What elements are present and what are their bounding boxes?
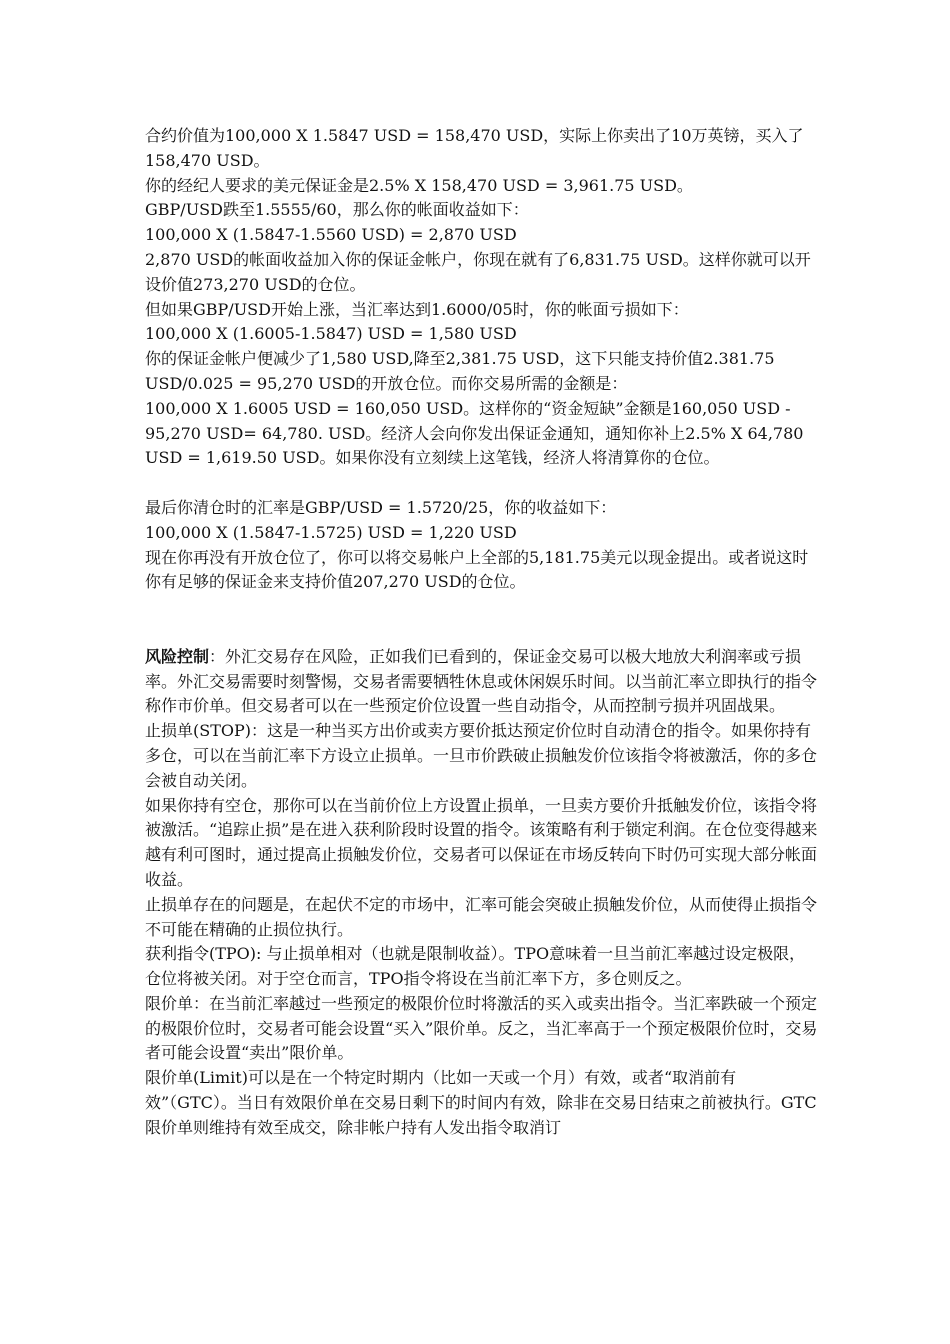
- paragraph-short-position-stop: 如果你持有空仓，那你可以在当前价位上方设置止损单，一旦卖方要价升抵触发价位，该指令将被激活。“追踪止损”是在进入获利阶段时设置的指令。该策略有利于锁定利润。在仓位变得越来越有利可图时，通过提高止损触发价位，交易者可以保证在市场反转向下时仍可实现大部分帐面收益。: [145, 795, 818, 889]
- margin-example-section: [145, 124, 820, 471]
- blank-lines: [145, 595, 820, 645]
- paragraph-margin-requirement: 你的经纪人要求的美元保证金是2.5% X 158,470 USD = 3,961.75 USD。: [145, 175, 693, 195]
- paragraph-limit-validity: 限价单(Limit)可以是在一个特定时期内（比如一天或一个月）有效，或者“取消前有效”（GTC）。当日有效限价单在交易日剩下的时间内有效，除非在交易日结束之前被执行。GTC限价单则维持有效至成交，除非帐户持有人发出指令取消订: [145, 1068, 817, 1137]
- risk-control-section: [145, 645, 820, 1141]
- paragraph-close-rate: 最后你清仓时的汇率是GBP/USD = 1.5720/25，你的收益如下：: [145, 497, 617, 517]
- risk-control-heading: 风险控制: [145, 646, 210, 666]
- paragraph-gain-added: 2,870 USD的帐面收益加入你的保证金帐户，你现在就有了6,831.75 USD。这样你就可以开设价值273,270 USD的仓位。: [145, 249, 811, 294]
- paragraph-withdraw: 现在你再没有开放仓位了，你可以将交易帐户上全部的5,181.75美元以现金提出。或者说这时你有足够的保证金来支持价值207,270 USD的仓位。: [145, 547, 809, 592]
- paragraph-margin-call: 100,000 X 1.6005 USD = 160,050 USD。这样你的“资金短缺”金额是160,050 USD - 95,270 USD= 64,780. USD。经济人会向你发出保证金通知，通知你补上2.5% X 64,780 USD = 1,619.50 USD。如果你没有立刻续上这笔钱，经济人将清算你的仓位。: [145, 398, 809, 468]
- paragraph-stop-order: 止损单(STOP)：这是一种当买方出价或卖方要价抵达预定价位时自动清仓的指令。如果你持有多仓，可以在当前汇率下方设立止损单。一旦市价跌破止损触发价位该指令将被激活，你的多仓会被自动关闭。: [145, 721, 818, 790]
- blank-line: [145, 471, 820, 496]
- formula-final-gain: 100,000 X (1.5847-1.5725) USD = 1,220 USD: [145, 522, 517, 542]
- paragraph-take-profit: 获利指令(TPO): 与止损单相对（也就是限制收益）。TPO意味着一旦当前汇率越过设定极限，仓位将被关闭。对于空仓而言，TPO指令将设在当前汇率下方，多仓则反之。: [145, 944, 806, 989]
- paragraph-limit-order: 限价单：在当前汇率越过一些预定的极限价位时将激活的买入或卖出指令。当汇率跌破一个预定的极限价位时，交易者可能会设置“买入”限价单。反之，当汇率高于一个预定极限价位时，交易者可能会设置“卖出”限价单。: [145, 993, 818, 1063]
- paragraph-price-rise: 但如果GBP/USD开始上涨，当汇率达到1.6000/05时，你的帐面亏损如下：: [145, 299, 689, 319]
- risk-control-intro: ：外汇交易存在风险，正如我们已看到的，保证金交易可以极大地放大利润率或亏损率。外汇交易需要时刻警惕，交易者需要牺牲休息或休闲娱乐时间。以当前汇率立即执行的指令称作市价单。但交易者可以在一些预定价位设置一些自动指令，从而控制亏损并巩固战果。: [145, 646, 818, 716]
- formula-paper-gain: 100,000 X (1.5847-1.5560 USD) = 2,870 USD: [145, 225, 517, 245]
- paragraph-stop-problem: 止损单存在的问题是，在起伏不定的市场中，汇率可能会突破止损触发价位，从而使得止损指令不可能在精确的止损位执行。: [145, 894, 818, 939]
- paragraph-risk-control: [145, 645, 820, 719]
- paragraph-contract-value: 合约价值为100,000 X 1.5847 USD = 158,470 USD，实际上你卖出了10万英镑，买入了158,470 USD。: [145, 126, 804, 170]
- paragraph-price-drop: GBP/USD跌至1.5555/60，那么你的帐面收益如下：: [145, 200, 529, 220]
- paragraph-account-reduced: 你的保证金帐户便减少了1,580 USD,降至2,381.75 USD，这下只能支持价值2.381.75 USD/0.025 = 95,270 USD的开放仓位。而你交易所需的金额是：: [145, 349, 780, 393]
- document-page: [145, 124, 820, 1141]
- close-position-section: [145, 496, 820, 595]
- formula-paper-loss: 100,000 X (1.6005-1.5847) USD = 1,580 USD: [145, 324, 517, 344]
